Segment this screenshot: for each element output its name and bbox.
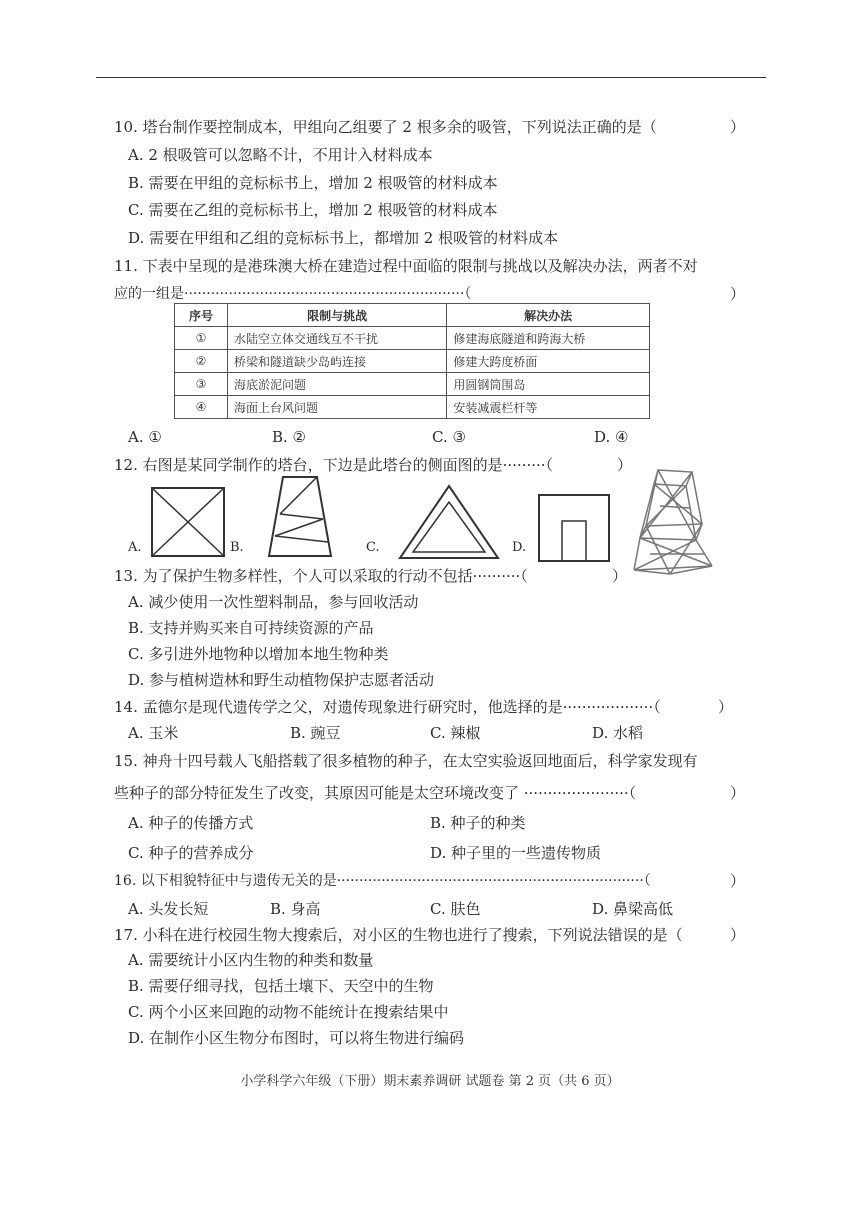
q13-paren: ） [612,567,628,585]
q13-option-c: C. 多引进外地物种以增加本地生物种类 [128,645,389,663]
q14-option-a: A. 玉米 [128,724,179,742]
q11-stem-line1: 11. 下表中呈现的是港珠澳大桥在建造过程中面临的限制与挑战以及解决办法，两者不对 [114,257,698,275]
q10-option-d: D. 需要在甲组和乙组的竞标标书上，都增加 2 根吸管的材料成本 [128,229,559,247]
table-cell: 用圆钢筒围岛 [447,373,650,396]
table-row [175,350,650,373]
tower-model-figure [630,466,720,578]
q17-paren: ） [730,926,746,944]
q17-option-a: A. 需要统计小区内生物的种类和数量 [128,951,374,969]
q10-option-c: C. 需要在乙组的竞标标书上，增加 2 根吸管的材料成本 [128,201,498,219]
option-c-triangle-figure [397,483,501,561]
q15-stem-line2: 些种子的部分特征发生了改变，其原因可能是太空环境改变了 ······················（ [114,784,637,802]
q16-option-a: A. 头发长短 [128,900,209,918]
q10-paren: ） [730,118,746,136]
page-footer: 小学科学六年级（下册）期末素养调研 试题卷 第 2 页（共 6 页） [240,1074,620,1089]
q12-label-c: C. [366,540,380,555]
q16-option-c: C. 肤色 [430,900,481,918]
table-cell: 海面上台风问题 [228,396,447,419]
table-header: 限制与挑战 [228,304,447,327]
q16-paren: ） [730,872,746,890]
q10-option-b: B. 需要在甲组的竞标标书上，增加 2 根吸管的材料成本 [128,174,498,192]
option-b-trapezoid-truss-figure [265,474,335,560]
q14-option-b: B. 豌豆 [290,724,341,742]
q12-paren: ） [617,456,633,474]
q15-option-a: A. 种子的传播方式 [128,814,254,832]
option-d-square-door-figure [537,493,611,563]
q12-label-b: B. [230,540,244,555]
q15-option-d: D. 种子里的一些遗传物质 [430,844,602,862]
q17-option-c: C. 两个小区来回跑的动物不能统计在搜索结果中 [128,1003,449,1021]
q15-option-b: B. 种子的种类 [430,814,526,832]
table-row [175,396,650,419]
q17-option-d: D. 在制作小区生物分布图时，可以将生物进行编码 [128,1029,465,1047]
q11-paren: ） [730,285,746,303]
q13-option-a: A. 减少使用一次性塑料制品，参与回收活动 [128,593,419,611]
table-cell: 修建海底隧道和跨海大桥 [447,327,650,350]
q11-table [174,303,650,419]
q11-option-c: C. ③ [432,428,466,446]
q13-stem: 13. 为了保护生物多样性，个人可以采取的行动不包括··········（ [114,567,528,585]
option-a-square-cross-figure [150,486,226,558]
table-cell: ④ [175,396,228,419]
q15-stem-line1: 15. 神舟十四号载人飞船搭载了很多植物的种子，在太空实验返回地面后，科学家发现有 [114,752,698,770]
table-cell: 海底淤泥问题 [228,373,447,396]
table-header: 解决办法 [447,304,650,327]
q11-option-a: A. ① [128,428,162,446]
q14-paren: ） [718,698,734,716]
q14-option-c: C. 辣椒 [430,724,481,742]
q16-option-b: B. 身高 [270,900,321,918]
table-header-row [175,304,650,327]
header-rule [96,77,766,78]
q15-paren: ） [730,784,746,802]
q12-label-a: A. [128,540,142,555]
q17-option-b: B. 需要仔细寻找，包括土壤下、天空中的生物 [128,977,434,995]
table-row [175,373,650,396]
q17-stem: 17. 小科在进行校园生物大搜索后，对小区的生物也进行了搜索，下列说法错误的是（ [114,926,683,944]
table-header: 序号 [175,304,228,327]
table-row [175,327,650,350]
q12-stem: 12. 右图是某同学制作的塔台，下边是此塔台的侧面图的是·········（ [114,456,554,474]
q11-option-b: B. ② [272,428,307,446]
table-cell: ② [175,350,228,373]
q13-option-d: D. 参与植树造林和野生动植物保护志愿者活动 [128,671,435,689]
table-cell: 桥梁和隧道缺少岛屿连接 [228,350,447,373]
q13-option-b: B. 支持并购买来自可持续资源的产品 [128,619,374,637]
table-cell: 安装减震栏杆等 [447,396,650,419]
q10-option-a: A. 2 根吸管可以忽略不计，不用计入材料成本 [128,146,433,164]
q14-option-d: D. 水稻 [592,724,644,742]
table-cell: 修建大跨度桥面 [447,350,650,373]
table-cell: 水陆空立体交通线互不干扰 [228,327,447,350]
q10-stem: 10. 塔台制作要控制成本，甲组向乙组要了 2 根多余的吸管，下列说法正确的是（ [114,118,657,136]
q11-stem-line2: 应的一组是·······························································（ [114,286,472,302]
q14-stem: 14. 孟德尔是现代遗传学之父，对遗传现象进行研究时，他选择的是···················（ [114,698,661,716]
table-cell: ① [175,327,228,350]
table-cell: ③ [175,373,228,396]
q16-stem: 16. 以下相貌特征中与遗传无关的是·····································································（ [114,873,651,889]
q16-option-d: D. 鼻梁高低 [592,900,674,918]
q15-option-c: C. 种子的营养成分 [128,844,254,862]
q11-option-d: D. ④ [594,428,629,446]
q12-label-d: D. [512,540,527,555]
